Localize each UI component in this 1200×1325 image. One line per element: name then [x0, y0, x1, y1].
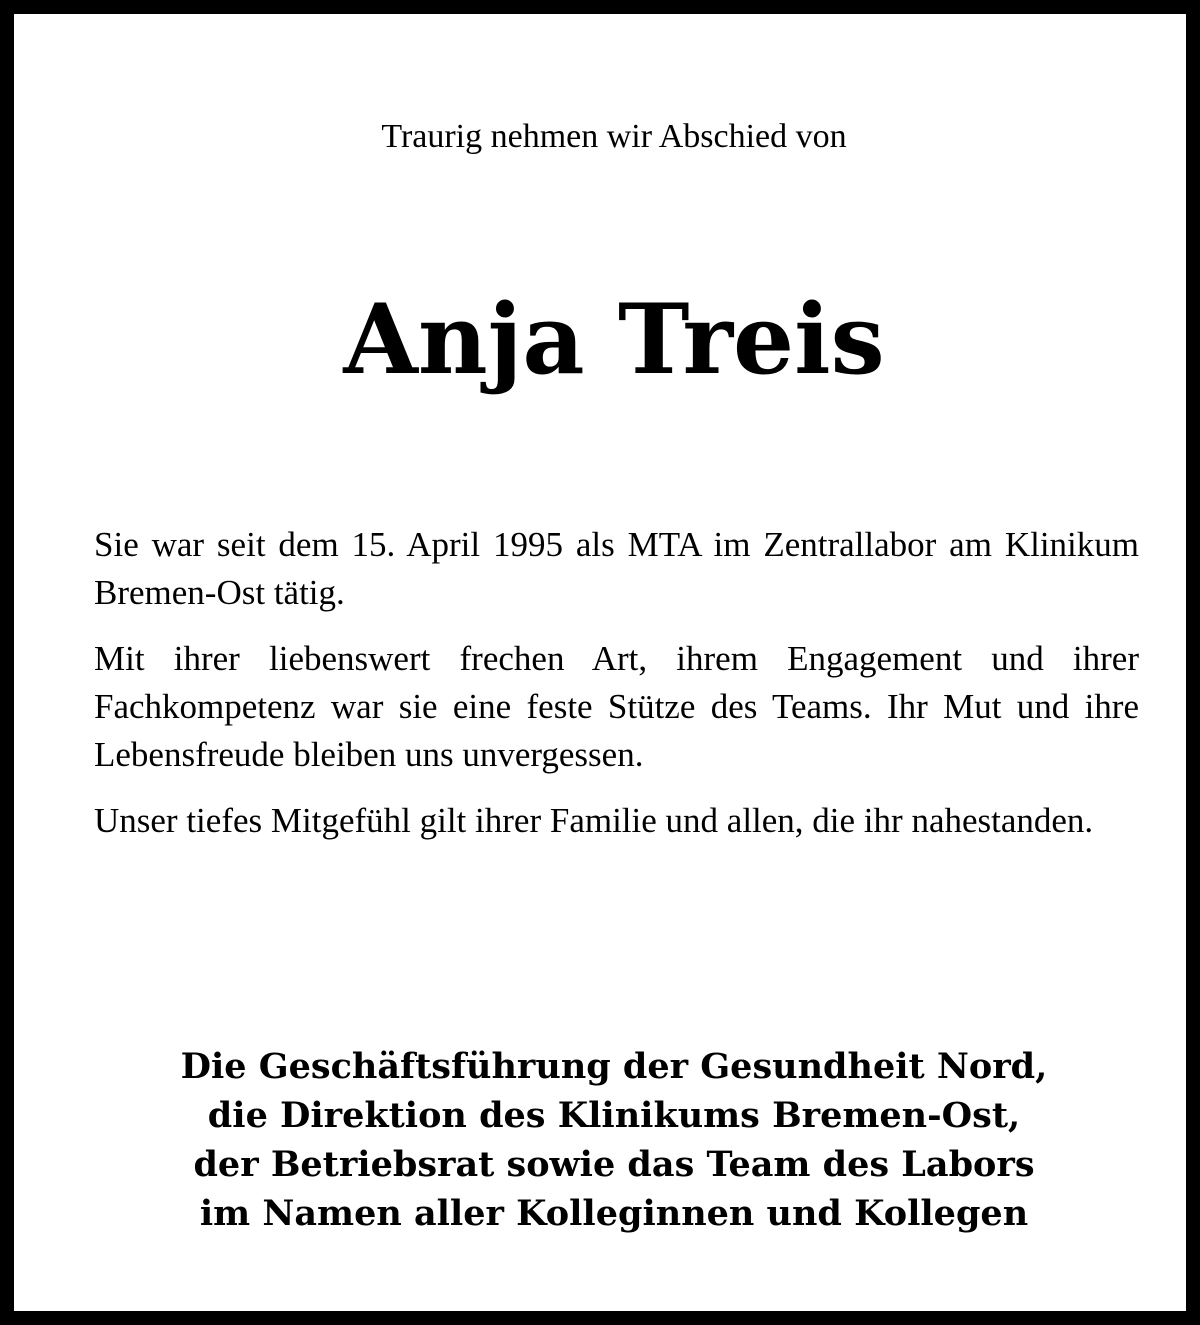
body-paragraph: Mit ihrer liebenswert frechen Art, ihrem Engagement und ihrer Fachkompetenz war sie eine feste Stütze des Teams. Ihr Mut und ihre Lebensfreude bleiben uns unvergessen.: [94, 639, 1139, 774]
signature-line: Die Geschäftsführung der Gesundheit Nord,: [180, 1046, 1048, 1087]
body-paragraph: Unser tiefes Mitgefühl gilt ihrer Familie und allen, die ihr nahestanden.: [94, 801, 1094, 840]
signature-block: [14, 1042, 1200, 1238]
signature-line: im Namen aller Kolleginnen und Kollegen: [199, 1193, 1029, 1234]
notice-body: [94, 521, 1139, 863]
body-paragraph: Sie war seit dem 15. April 1995 als MTA im Zentrallabor am Klinikum Bremen-Ost tätig.: [94, 525, 1139, 612]
intro-line: Traurig nehmen wir Abschied von: [381, 118, 847, 155]
deceased-name: Anja Treis: [343, 283, 885, 396]
signature-line: der Betriebsrat sowie das Team des Labors: [193, 1144, 1035, 1185]
signature-line: die Direktion des Klinikums Bremen-Ost,: [207, 1095, 1021, 1136]
